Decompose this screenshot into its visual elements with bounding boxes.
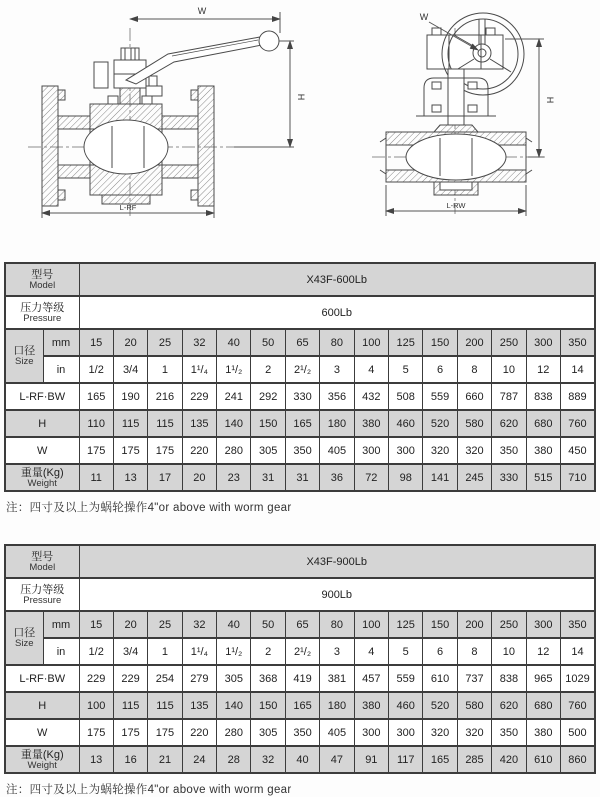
value-cell: 80 — [320, 611, 354, 638]
value-cell: 175 — [148, 437, 182, 464]
dim-h-label: H — [296, 93, 306, 101]
value-cell: 20 — [113, 329, 147, 356]
value-cell: 125 — [389, 329, 423, 356]
value-cell: 40 — [217, 611, 251, 638]
value-cell: 787 — [492, 383, 526, 410]
pressure-row — [5, 578, 595, 611]
value-cell: 100 — [354, 329, 388, 356]
value-cell: 368 — [251, 665, 285, 692]
value-cell: 175 — [113, 437, 147, 464]
value-cell: 115 — [113, 410, 147, 437]
value-cell: 520 — [423, 410, 457, 437]
value-cell: 500 — [560, 719, 595, 746]
row-label: L-RF·BW — [5, 383, 79, 410]
value-cell: 175 — [113, 719, 147, 746]
value-cell: 32 — [251, 746, 285, 773]
value-cell: 150 — [423, 611, 457, 638]
size-label: 口径 Size — [5, 611, 43, 665]
value-cell: 2¹/₂ — [285, 638, 319, 665]
weight-row — [5, 746, 595, 773]
value-cell: 559 — [423, 383, 457, 410]
value-cell: 100 — [79, 692, 113, 719]
value-cell: 140 — [217, 692, 251, 719]
value-cell: 50 — [251, 329, 285, 356]
value-cell: 25 — [148, 611, 182, 638]
value-cell: 20 — [182, 464, 216, 491]
value-cell: 180 — [320, 692, 354, 719]
value-cell: 1029 — [560, 665, 595, 692]
weight-label: 重量(Kg) Weight — [5, 464, 79, 491]
value-cell: 350 — [492, 719, 526, 746]
dim-w-label: W — [419, 12, 429, 22]
value-cell: 610 — [526, 746, 560, 773]
value-cell: 4 — [354, 638, 388, 665]
value-cell: 47 — [320, 746, 354, 773]
value-cell: 710 — [560, 464, 595, 491]
value-cell: 680 — [526, 692, 560, 719]
value-cell: 5 — [389, 638, 423, 665]
value-cell: 8 — [457, 356, 491, 383]
value-cell: 457 — [354, 665, 388, 692]
value-cell: 3/4 — [113, 638, 147, 665]
value-cell: 520 — [423, 692, 457, 719]
value-cell: 150 — [251, 692, 285, 719]
gearbox — [427, 35, 503, 69]
value-cell: 300 — [389, 719, 423, 746]
value-cell: 98 — [389, 464, 423, 491]
row-label: W — [5, 719, 79, 746]
value-cell: 292 — [251, 383, 285, 410]
value-cell: 150 — [423, 329, 457, 356]
value-cell: 32 — [182, 611, 216, 638]
value-cell: 229 — [113, 665, 147, 692]
unit-in: in — [43, 356, 79, 383]
value-cell: 280 — [217, 437, 251, 464]
value-cell: 320 — [457, 719, 491, 746]
value-cell: 165 — [79, 383, 113, 410]
note-900lb: 注：四寸及以上为蜗轮操作4"or above with worm gear — [6, 784, 292, 796]
size-in-row — [5, 356, 595, 383]
pressure-value: 900Lb — [79, 578, 595, 611]
left-flange — [42, 86, 58, 206]
value-cell: 860 — [560, 746, 595, 773]
value-cell: 12 — [526, 638, 560, 665]
value-cell: 5 — [389, 356, 423, 383]
value-cell: 380 — [354, 692, 388, 719]
value-cell: 450 — [560, 437, 595, 464]
value-cell: 110 — [79, 410, 113, 437]
value-cell: 380 — [354, 410, 388, 437]
pressure-label: 压力等级 Pressure — [5, 296, 79, 329]
value-cell: 460 — [389, 410, 423, 437]
value-cell: 381 — [320, 665, 354, 692]
value-cell: 13 — [79, 746, 113, 773]
value-cell: 300 — [354, 437, 388, 464]
value-cell: 330 — [492, 464, 526, 491]
model-row — [5, 545, 595, 578]
value-cell: 350 — [285, 719, 319, 746]
value-cell: 8 — [457, 638, 491, 665]
value-cell: 6 — [423, 638, 457, 665]
row-label: H — [5, 692, 79, 719]
dim-h-label: H — [545, 96, 555, 104]
value-cell: 220 — [182, 719, 216, 746]
value-cell: 620 — [492, 692, 526, 719]
value-cell: 175 — [79, 437, 113, 464]
value-cell: 405 — [320, 437, 354, 464]
value-cell: 3/4 — [113, 356, 147, 383]
value-cell: 20 — [113, 611, 147, 638]
value-cell: 16 — [113, 746, 147, 773]
ball — [406, 134, 506, 180]
value-cell: 300 — [389, 437, 423, 464]
value-cell: 28 — [217, 746, 251, 773]
dim-l-label: L-RF — [119, 203, 137, 212]
value-cell: 1¹/₂ — [217, 356, 251, 383]
dim-w-label: W — [197, 6, 207, 16]
value-cell: 350 — [285, 437, 319, 464]
value-cell: 305 — [251, 437, 285, 464]
value-cell: 15 — [79, 329, 113, 356]
value-cell: 100 — [354, 611, 388, 638]
value-cell: 15 — [79, 611, 113, 638]
value-cell: 23 — [217, 464, 251, 491]
value-cell: 320 — [423, 719, 457, 746]
value-cell: 432 — [354, 383, 388, 410]
value-cell: 660 — [457, 383, 491, 410]
value-cell: 31 — [285, 464, 319, 491]
value-cell: 610 — [423, 665, 457, 692]
value-cell: 72 — [354, 464, 388, 491]
size-label: 口径 Size — [5, 329, 43, 383]
value-cell: 12 — [526, 356, 560, 383]
value-cell: 245 — [457, 464, 491, 491]
ball — [84, 120, 168, 174]
value-cell: 965 — [526, 665, 560, 692]
value-cell: 300 — [526, 329, 560, 356]
value-cell: 2 — [251, 638, 285, 665]
value-cell: 305 — [251, 719, 285, 746]
value-cell: 140 — [217, 410, 251, 437]
value-cell: 889 — [560, 383, 595, 410]
value-cell: 305 — [217, 665, 251, 692]
model-value: X43F-900Lb — [79, 545, 595, 578]
value-cell: 300 — [354, 719, 388, 746]
dim-row-length — [5, 383, 595, 410]
value-cell: 356 — [320, 383, 354, 410]
value-cell: 460 — [389, 692, 423, 719]
value-cell: 515 — [526, 464, 560, 491]
value-cell: 241 — [217, 383, 251, 410]
spec-table-900lb — [4, 544, 596, 774]
value-cell: 36 — [320, 464, 354, 491]
value-cell: 3 — [320, 356, 354, 383]
model-value: X43F-600Lb — [79, 263, 595, 296]
value-cell: 65 — [285, 329, 319, 356]
model-label: 型号 Model — [5, 263, 79, 296]
dim-row-length — [5, 665, 595, 692]
dim-row-height — [5, 410, 595, 437]
value-cell: 65 — [285, 611, 319, 638]
value-cell: 229 — [182, 383, 216, 410]
value-cell: 330 — [285, 383, 319, 410]
lever-ball-valve-drawing — [22, 4, 318, 236]
value-cell: 380 — [526, 719, 560, 746]
value-cell: 141 — [423, 464, 457, 491]
model-row — [5, 263, 595, 296]
value-cell: 250 — [492, 329, 526, 356]
value-cell: 580 — [457, 692, 491, 719]
value-cell: 115 — [148, 410, 182, 437]
value-cell: 280 — [217, 719, 251, 746]
pressure-row — [5, 296, 595, 329]
value-cell: 1¹/₄ — [182, 356, 216, 383]
value-cell: 14 — [560, 638, 595, 665]
weight-label: 重量(Kg) Weight — [5, 746, 79, 773]
value-cell: 279 — [182, 665, 216, 692]
model-label: 型号 Model — [5, 545, 79, 578]
value-cell: 180 — [320, 410, 354, 437]
value-cell: 14 — [560, 356, 595, 383]
value-cell: 40 — [217, 329, 251, 356]
pressure-label: 压力等级 Pressure — [5, 578, 79, 611]
value-cell: 135 — [182, 410, 216, 437]
value-cell: 737 — [457, 665, 491, 692]
row-label: L-RF·BW — [5, 665, 79, 692]
weight-row — [5, 464, 595, 491]
value-cell: 254 — [148, 665, 182, 692]
value-cell: 6 — [423, 356, 457, 383]
value-cell: 21 — [148, 746, 182, 773]
value-cell: 760 — [560, 410, 595, 437]
row-label: W — [5, 437, 79, 464]
value-cell: 11 — [79, 464, 113, 491]
value-cell: 350 — [560, 329, 595, 356]
value-cell: 25 — [148, 329, 182, 356]
unit-in: in — [43, 638, 79, 665]
value-cell: 115 — [148, 692, 182, 719]
pressure-value: 600Lb — [79, 296, 595, 329]
value-cell: 1¹/₄ — [182, 638, 216, 665]
size-mm-row — [5, 611, 595, 638]
value-cell: 91 — [354, 746, 388, 773]
size-in-row — [5, 638, 595, 665]
value-cell: 580 — [457, 410, 491, 437]
value-cell: 50 — [251, 611, 285, 638]
value-cell: 2¹/₂ — [285, 356, 319, 383]
valve-drawings — [0, 0, 600, 238]
value-cell: 1/2 — [79, 356, 113, 383]
value-cell: 125 — [389, 611, 423, 638]
value-cell: 200 — [457, 329, 491, 356]
value-cell: 165 — [423, 746, 457, 773]
dim-l-label: L-RW — [446, 201, 466, 210]
value-cell: 250 — [492, 611, 526, 638]
value-cell: 350 — [560, 611, 595, 638]
value-cell: 165 — [285, 692, 319, 719]
value-cell: 380 — [526, 437, 560, 464]
value-cell: 165 — [285, 410, 319, 437]
value-cell: 13 — [113, 464, 147, 491]
size-mm-row — [5, 329, 595, 356]
handle-knob — [259, 31, 279, 51]
value-cell: 350 — [492, 437, 526, 464]
value-cell: 420 — [492, 746, 526, 773]
value-cell: 24 — [182, 746, 216, 773]
value-cell: 1¹/₂ — [217, 638, 251, 665]
unit-mm: mm — [43, 329, 79, 356]
value-cell: 80 — [320, 329, 354, 356]
value-cell: 419 — [285, 665, 319, 692]
value-cell: 300 — [526, 611, 560, 638]
value-cell: 216 — [148, 383, 182, 410]
value-cell: 10 — [492, 638, 526, 665]
unit-mm: mm — [43, 611, 79, 638]
value-cell: 320 — [423, 437, 457, 464]
value-cell: 1/2 — [79, 638, 113, 665]
value-cell: 10 — [492, 356, 526, 383]
spec-table-600lb — [4, 262, 596, 492]
value-cell: 175 — [79, 719, 113, 746]
value-cell: 200 — [457, 611, 491, 638]
value-cell: 31 — [251, 464, 285, 491]
value-cell: 40 — [285, 746, 319, 773]
value-cell: 135 — [182, 692, 216, 719]
value-cell: 838 — [492, 665, 526, 692]
value-cell: 680 — [526, 410, 560, 437]
value-cell: 620 — [492, 410, 526, 437]
value-cell: 229 — [79, 665, 113, 692]
value-cell: 175 — [148, 719, 182, 746]
value-cell: 4 — [354, 356, 388, 383]
value-cell: 17 — [148, 464, 182, 491]
value-cell: 3 — [320, 638, 354, 665]
value-cell: 508 — [389, 383, 423, 410]
row-label: H — [5, 410, 79, 437]
dim-row-width — [5, 437, 595, 464]
dim-row-width — [5, 719, 595, 746]
value-cell: 320 — [457, 437, 491, 464]
value-cell: 1 — [148, 638, 182, 665]
value-cell: 838 — [526, 383, 560, 410]
value-cell: 190 — [113, 383, 147, 410]
value-cell: 405 — [320, 719, 354, 746]
value-cell: 117 — [389, 746, 423, 773]
value-cell: 285 — [457, 746, 491, 773]
value-cell: 115 — [113, 692, 147, 719]
value-cell: 1 — [148, 356, 182, 383]
value-cell: 559 — [389, 665, 423, 692]
value-cell: 32 — [182, 329, 216, 356]
value-cell: 150 — [251, 410, 285, 437]
note-600lb: 注：四寸及以上为蜗轮操作4"or above with worm gear — [6, 502, 292, 514]
dim-row-height — [5, 692, 595, 719]
right-flange — [198, 86, 214, 206]
worm-gear-ball-valve-drawing — [328, 2, 598, 236]
value-cell: 760 — [560, 692, 595, 719]
value-cell: 2 — [251, 356, 285, 383]
value-cell: 220 — [182, 437, 216, 464]
